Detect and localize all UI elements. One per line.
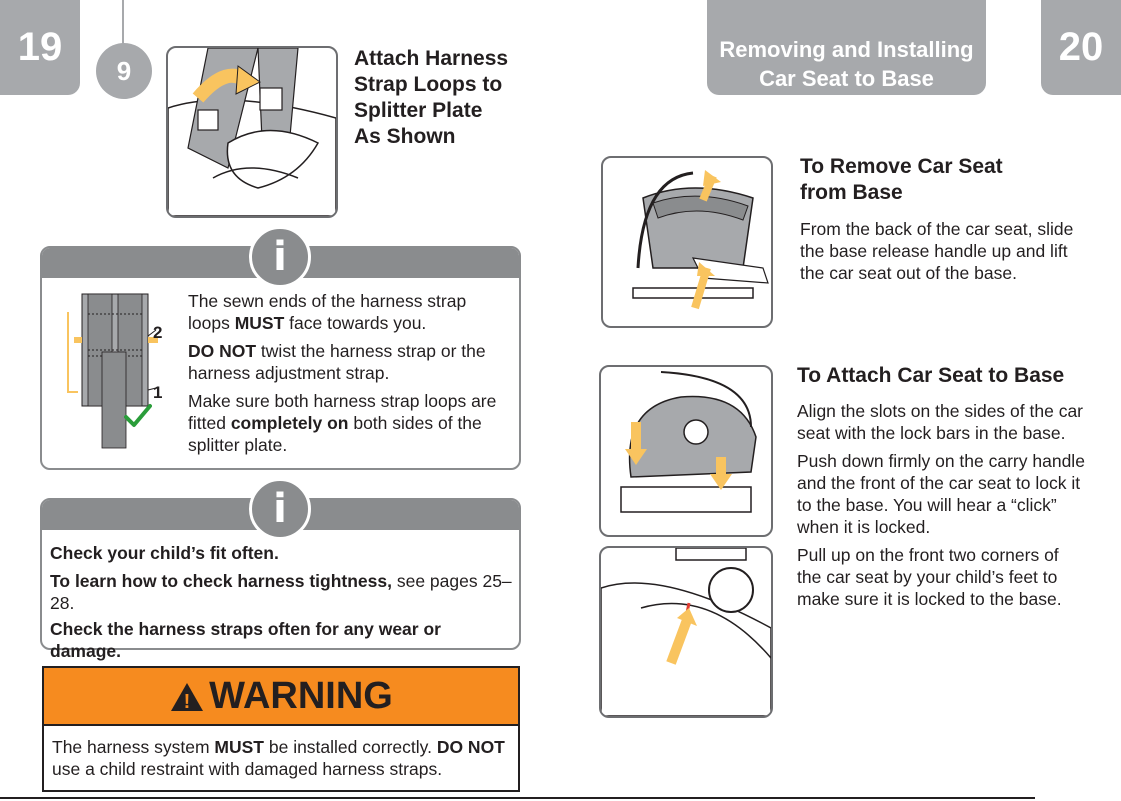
- remove-heading: [800, 154, 1100, 206]
- splitter-plate-diagram: [64, 292, 170, 452]
- text-span: face towards you.: [284, 313, 427, 333]
- text-span: Make sure both harness strap loops are fitted: [188, 391, 497, 433]
- text-span: see pages 25–28.: [50, 571, 512, 613]
- text-emphasis: MUST: [234, 313, 285, 333]
- text-emphasis: To learn how to check harness tightness,: [50, 571, 392, 591]
- text-span: The sewn ends of the harness strap loops: [188, 291, 467, 333]
- remove-body: From the back of the car seat, slide the base release handle up and lift the car seat out of the base.: [800, 219, 1074, 283]
- info-paragraph-3: [188, 390, 508, 456]
- info-line-fit: Check your child’s fit often.: [50, 543, 279, 563]
- remove-heading-line: from Base: [800, 181, 903, 204]
- section-title-line: Car Seat to Base: [759, 66, 934, 91]
- text-span: be installed correctly.: [264, 737, 437, 757]
- page-divider-line: [122, 0, 124, 48]
- attach-paragraph-align: Align the slots on the sides of the car seat with the lock bars in the base.: [797, 401, 1083, 443]
- warning-icon-glyph: !: [183, 691, 191, 713]
- section-title-tab: [707, 0, 986, 95]
- attach-paragraph-pull: Pull up on the front two corners of the car seat by your child’s feet to make sure it is locked to the base.: [797, 545, 1062, 609]
- page-number-tab-right: [1041, 0, 1121, 95]
- step-heading-line: Attach Harness: [354, 47, 509, 70]
- remove-seat-illustration: [601, 156, 773, 328]
- info-icon: [249, 226, 311, 288]
- attach-body: [797, 400, 1085, 616]
- text-emphasis: DO NOT: [188, 341, 257, 361]
- page-number-tab-left: [0, 0, 80, 95]
- attach-paragraph-push: Push down firmly on the carry handle and the front of the car seat to lock it to the base. You will hear a “click” when it is locked.: [797, 451, 1085, 537]
- text-span: twist the harness strap or the harness adjustment strap.: [188, 341, 486, 383]
- info-paragraph-2: [188, 340, 508, 384]
- text-emphasis: completely on: [230, 413, 349, 433]
- info-line-pages: [50, 570, 512, 614]
- step-number: 9: [116, 55, 132, 86]
- step-illustration: [166, 46, 338, 218]
- page-bottom-rule: [0, 797, 1035, 799]
- diagram-label-1: 1: [153, 383, 163, 402]
- section-title-line: Removing and Installing: [719, 37, 974, 62]
- text-emphasis: MUST: [214, 737, 264, 757]
- warning-header: [44, 668, 518, 726]
- text-emphasis: DO NOT: [436, 737, 505, 757]
- info-box-1-text: [188, 290, 508, 462]
- attach-lock-illustration: [599, 546, 773, 718]
- diagram-label-2: 2: [153, 323, 163, 342]
- step-heading: [354, 46, 534, 150]
- warning-triangle-icon: [169, 680, 205, 712]
- page-number: 19: [17, 25, 63, 69]
- info-line-damage: Check the harness straps often for any wear or damage.: [50, 619, 441, 661]
- page-number: 20: [1058, 25, 1104, 69]
- remove-heading-line: To Remove Car Seat: [800, 155, 1003, 178]
- step-heading-line: Splitter Plate: [354, 99, 483, 122]
- step-heading-line: As Shown: [354, 125, 456, 148]
- checkmark-icon: [124, 403, 152, 429]
- step-heading-line: Strap Loops to: [354, 73, 503, 96]
- warning-text: [44, 726, 518, 780]
- info-box-2-text: [50, 542, 512, 668]
- info-paragraph-1: [188, 290, 508, 334]
- warning-box: [42, 666, 520, 792]
- text-span: use a child restraint with damaged harness straps.: [52, 759, 443, 779]
- info-icon: [249, 478, 311, 540]
- text-span: The harness system: [52, 737, 215, 757]
- warning-title: WARNING: [209, 674, 393, 717]
- info-icon-glyph: i: [273, 486, 287, 532]
- attach-heading: To Attach Car Seat to Base: [797, 364, 1065, 387]
- attach-align-illustration: [599, 365, 773, 537]
- text-span: both sides of the splitter plate.: [188, 413, 482, 455]
- info-icon-glyph: i: [273, 234, 287, 280]
- step-number-badge: [96, 43, 152, 99]
